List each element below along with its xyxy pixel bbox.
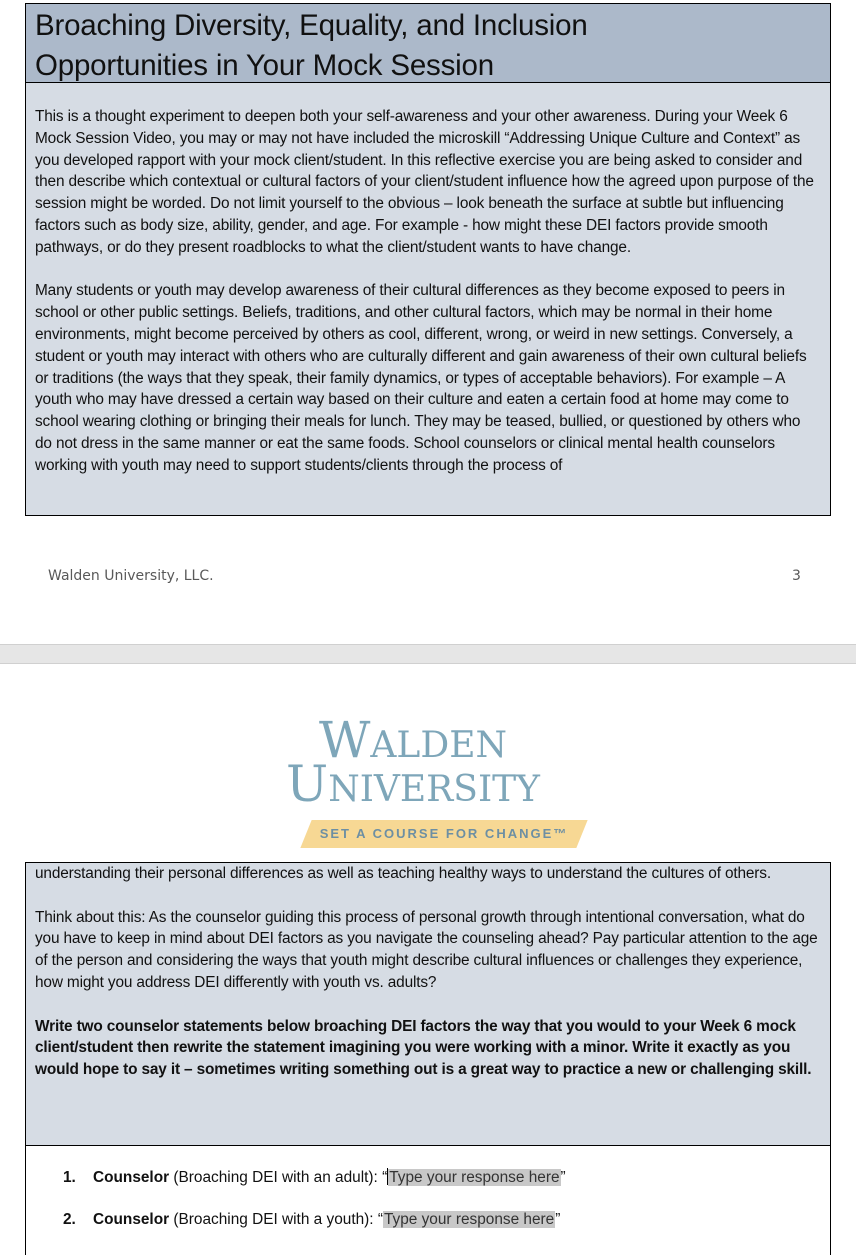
logo-tagline: SET A COURSE FOR CHANGE™ <box>319 826 569 841</box>
footer-organization: Walden University, LLC. <box>48 568 214 584</box>
section-title-line1: Broaching Diversity, Equality, and Inclusion <box>35 9 588 42</box>
section-title-line2: Opportunities in Your Mock Session <box>35 49 494 82</box>
response-number: 1. <box>63 1169 76 1186</box>
section-title <box>35 6 821 86</box>
response-context: (Broaching DEI with a youth): “ <box>169 1211 383 1228</box>
instructions-box-continued <box>25 862 831 1146</box>
response-lead: Counselor <box>93 1211 170 1228</box>
logo-word-university: UNIVERSITY <box>286 755 540 813</box>
walden-university-logo <box>258 711 588 850</box>
response-item-youth <box>63 1209 560 1231</box>
response-lead: Counselor <box>93 1169 170 1186</box>
instructions-paragraph-1: This is a thought experiment to deepen both your self-awareness and your other awareness. During your Week 6 Mock Session Video, you may or may not have included the microskill “Addressing Unique Culture and Context” as you developed rapport with your mock client/student. In this reflective exercise you are being asked to consider and then describe which contextual or cultural factors of your client/student influence how the agreed upon purpose of the session might be worded. Do not limit yourself to the obvious – look beneath the surface at subtle but influencing factors such as body size, ability, gender, and age. For example - how might these DEI factors provide smooth pathways, or do they present roadblocks to what the client/student wants to have change. <box>35 108 814 256</box>
document-page-4 <box>0 664 856 1248</box>
response-field-youth[interactable]: Type your response here <box>383 1211 555 1228</box>
response-item-adult <box>63 1167 566 1189</box>
footer-page-number: 3 <box>792 568 801 584</box>
continued-paragraph-2: Think about this: As the counselor guiding this process of personal growth through intentional conversation, what do you have to keep in mind about DEI factors as you navigate the counseling ahead? Pay particular attention to the age of the person and considering the ways that youth might describe cultural influences or challenges they experience, how might you address DEI differently with youth vs. adults? <box>35 908 818 991</box>
response-close-quote: ” <box>555 1211 561 1228</box>
response-field-adult[interactable]: Type your response here <box>389 1169 560 1186</box>
section-header <box>25 3 831 83</box>
logo-word-walden: WALDEN <box>319 711 507 769</box>
page-break-gap <box>0 644 856 664</box>
task-instructions: Write two counselor statements below broaching DEI factors the way that you would to your Week 6 mock client/student then rewrite the statement imagining you were working with a minor. Write it exactly as you would hope to say it – sometimes writing something out is a great way to practice a new or challenging skill. <box>35 1017 812 1079</box>
continued-paragraph-1: understanding their personal differences as well as teaching healthy ways to understand the cultures of others. <box>35 865 771 882</box>
instructions-box <box>25 82 831 516</box>
response-area <box>25 1145 831 1255</box>
response-number: 2. <box>63 1211 76 1228</box>
response-close-quote: ” <box>560 1169 566 1186</box>
response-context: (Broaching DEI with an adult): “ <box>169 1169 388 1186</box>
instructions-paragraph-2: Many students or youth may develop awareness of their cultural differences as they become exposed to peers in school or other public settings. Beliefs, traditions, and other cultural factors, which may be normal in their home environments, might become perceived by others as cool, different, wrong, or weird in new settings. Conversely, a student or youth may interact with others who are culturally different and gain awareness of their own cultural beliefs or traditions (the ways that they speak, their family dynamics, or types of acceptable behaviors). For example – A youth who may have dressed a certain way based on their culture and eaten a certain food at home may come to school wearing clothing or bringing their meals for lunch. They may be teased, bullied, or questioned by others who do not dress in the same manner or eat the same foods. School counselors or clinical mental health counselors working with youth may need to support students/clients through the process of <box>35 282 807 474</box>
